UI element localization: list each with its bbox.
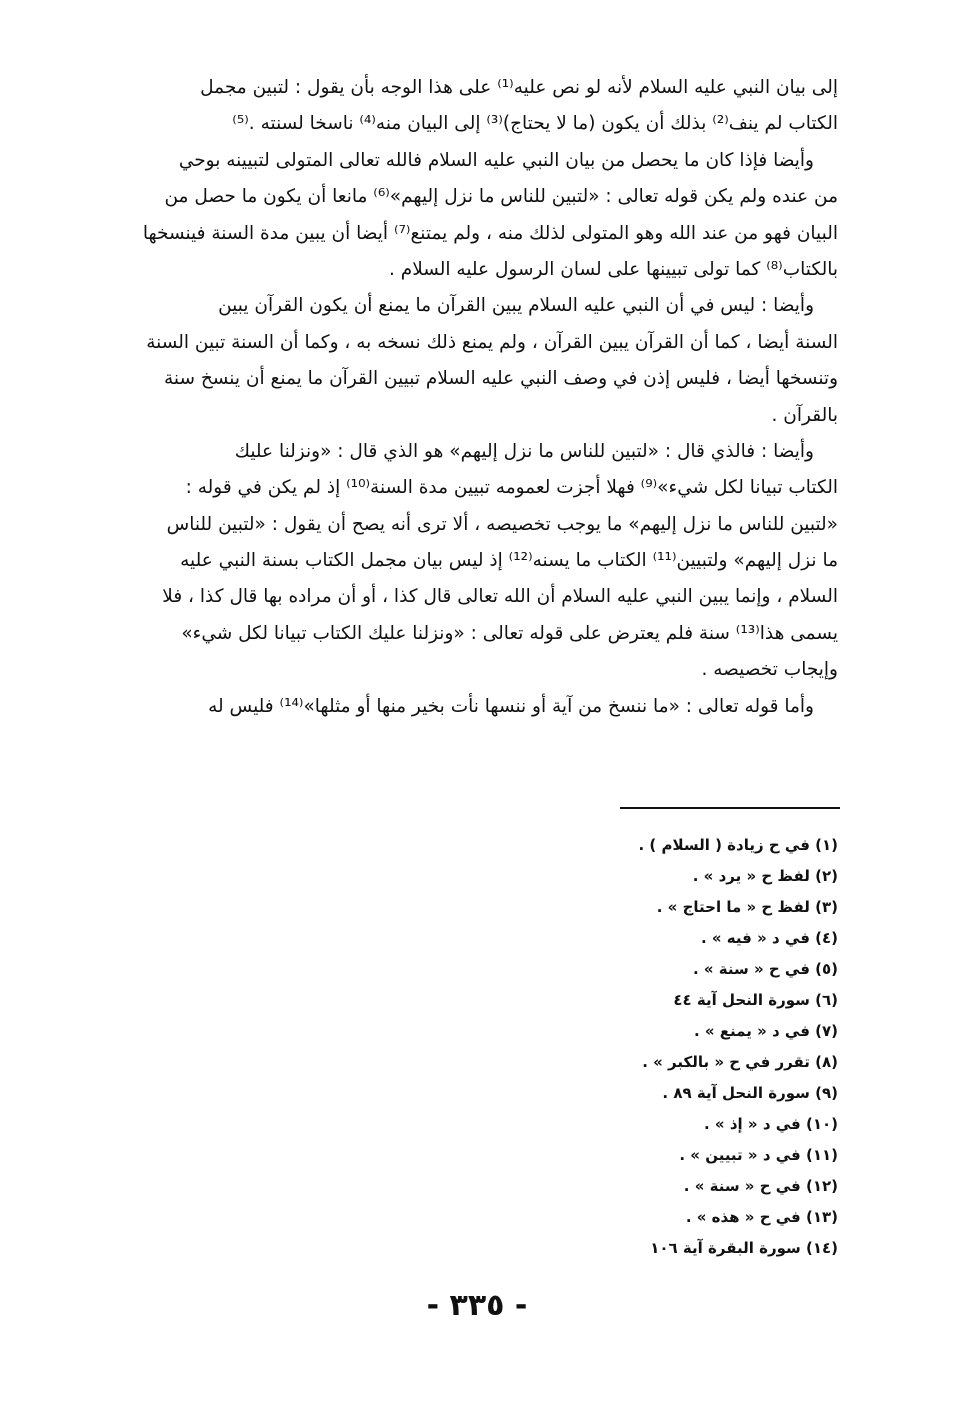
footnote: (٧) في د « يمنع » . <box>693 1022 838 1040</box>
main-text <box>142 70 838 725</box>
text-line: السنة أيضا ، كما أن القرآن يبين القرآن ، ولم يمنع ذلك نسخه به ، وكما أن السنة تبين السنة <box>146 331 838 353</box>
text-line: بالكتاب⁽⁸⁾ كما تولى تبيينها على لسان الرسول عليه السلام . <box>388 258 838 280</box>
page-number: - ٣٣٥ - <box>426 1288 528 1323</box>
text-line: بالقرآن . <box>771 404 838 426</box>
footnote: (٣) لفظ ح « ما احتاج » . <box>656 898 838 916</box>
text-line: وأيضا : فالذي قال : «لتبين للناس ما نزل إليهم» هو الذي قال : «ونزلنا عليك <box>234 440 814 462</box>
text-line: وأيضا : ليس في أن النبي عليه السلام يبين القرآن ما يمنع أن يكون القرآن يبين <box>218 295 814 317</box>
text-line: الكتاب لم ينف⁽²⁾ بذلك أن يكون (ما لا يحتاج)⁽³⁾ إلى البيان منه⁽⁴⁾ ناسخا لسنته .⁽⁵⁾ <box>232 113 838 135</box>
footnote: (١١) في د « تبيين » . <box>679 1146 838 1164</box>
footnote: (١٢) في ح « سنة » . <box>683 1177 838 1195</box>
footnote: (١٠) في د « إذ » . <box>704 1115 838 1133</box>
footnote: (٢) لفظ ح « يرد » . <box>692 867 838 885</box>
footnote: (٦) سورة النحل آية ٤٤ <box>673 991 838 1009</box>
footnote: (٩) سورة النحل آية ٨٩ . <box>662 1084 838 1102</box>
footnote: (٥) في ح « سنة » . <box>692 960 838 978</box>
text-line: من عنده ولم يكن قوله تعالى : «لتبين للناس ما نزل إليهم»⁽⁶⁾ مانعا أن يكون ما حصل من <box>164 186 838 208</box>
text-line: وأيضا فإذا كان ما يحصل من بيان النبي عليه السلام فالله تعالى المتولى لتبيينه بوحي <box>178 149 814 171</box>
text-line: يسمى هذا⁽¹³⁾ سنة فلم يعترض على قوله تعالى : «ونزلنا عليك الكتاب تبيانا لكل شيء» <box>181 622 838 644</box>
footnote: (٨) تقرر في ح « بالكبر » . <box>642 1053 838 1071</box>
text-line: «لتبين للناس ما نزل إليهم» ما يوجب تخصيصه ، ألا ترى أنه يصح أن يقول : «لتبين للناس <box>166 513 838 535</box>
text-line: إلى بيان النبي عليه السلام لأنه لو نص عليه⁽¹⁾ على هذا الوجه بأن يقول : لتبين مجمل <box>200 77 838 98</box>
text-line: ما نزل إليهم» ولتبيين⁽¹¹⁾ الكتاب ما يسنه⁽¹²⁾ إذ ليس بيان مجمل الكتاب بسنة النبي عليه <box>180 550 838 572</box>
footnote: (٤) في د « فيه » . <box>700 929 838 947</box>
footnote: (١) في ح زيادة ( السلام ) . <box>638 836 838 854</box>
footnote: (١٤) سورة البقرة آية ١٠٦ <box>650 1239 838 1257</box>
text-line: الكتاب تبيانا لكل شيء»⁽⁹⁾ فهلا أجزت لعمومه تبيين مدة السنة⁽¹⁰⁾ إذ لم يكن في قوله : <box>185 477 838 499</box>
text-line: وتنسخها أيضا ، فليس إذن في وصف النبي عليه السلام تبيين القرآن ما يمنع أن ينسخ سنة <box>163 368 838 390</box>
footnote: (١٣) في ح « هذه » . <box>685 1208 838 1226</box>
text-line: وإيجاب تخصيصه . <box>701 659 838 681</box>
text-line: وأما قوله تعالى : «ما ننسخ من آية أو ننسها نأت بخير منها أو مثلها»⁽¹⁴⁾ فليس له <box>208 695 814 717</box>
footnotes <box>518 830 838 1264</box>
text-line: البيان فهو من عند الله وهو المتولى لذلك منه ، ولم يمتنع⁽⁷⁾ أيضا أن يبين مدة السنة فينسخها <box>142 222 838 244</box>
footnote-divider <box>620 807 840 809</box>
text-line: السلام ، وإنما يبين النبي عليه السلام أن الله تعالى قال كذا ، أو أن مراده بها قال كذا ، فلا <box>162 586 838 608</box>
